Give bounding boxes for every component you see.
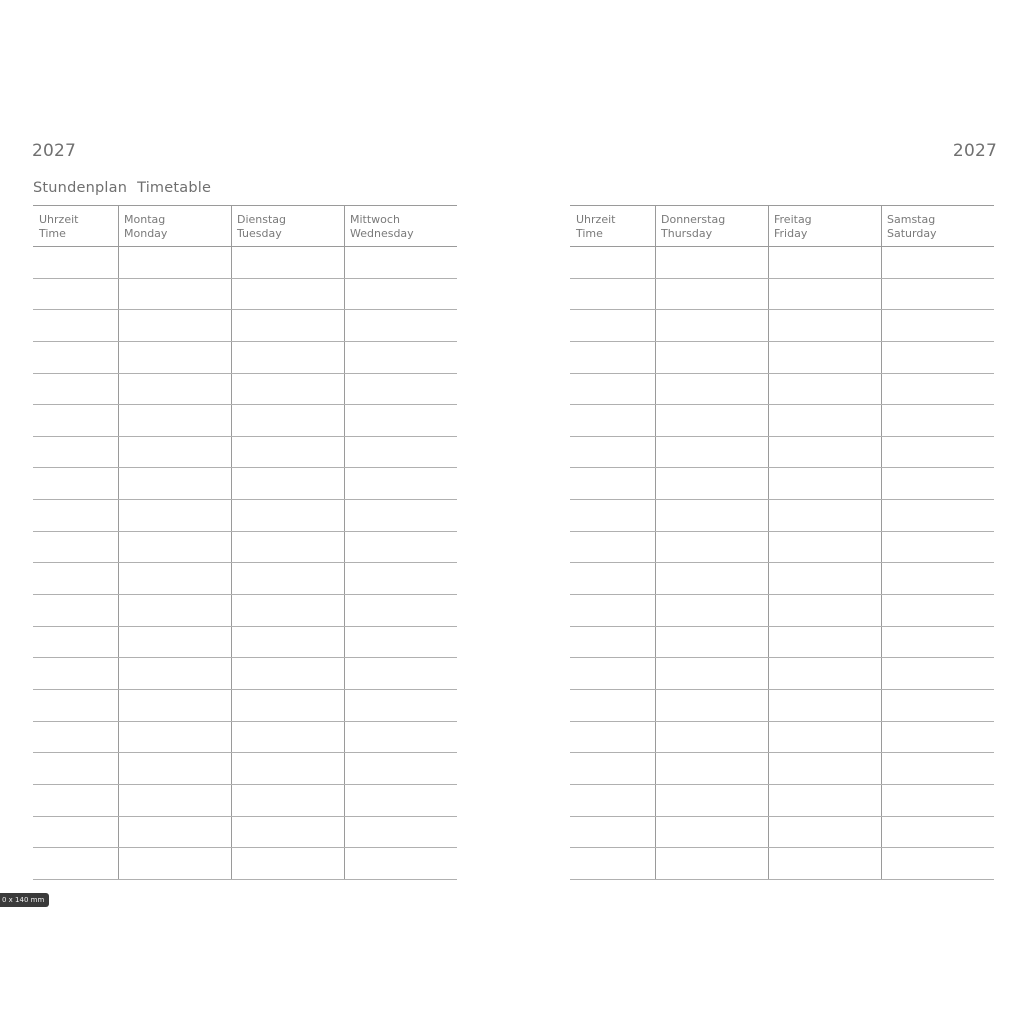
table-row [33, 563, 457, 595]
size-badge: 0 x 140 mm [0, 893, 49, 907]
column-header-wednesday [344, 206, 457, 246]
table-row [570, 627, 994, 659]
table-row [33, 247, 457, 279]
table-row [570, 342, 994, 374]
header-row [570, 206, 994, 247]
table-row [33, 848, 457, 880]
table-row [33, 785, 457, 817]
table-row [570, 785, 994, 817]
header-row [33, 206, 457, 247]
table-row [570, 848, 994, 880]
column-header-de: Donnerstag [661, 213, 726, 226]
table-row [570, 658, 994, 690]
table-row [570, 532, 994, 564]
table-row [570, 500, 994, 532]
column-header-thursday [655, 206, 768, 246]
table-row [33, 532, 457, 564]
column-header-time [33, 206, 118, 246]
column-header-en: Time [576, 227, 603, 240]
table-row [570, 374, 994, 406]
title-english: Timetable [137, 180, 212, 196]
table-row [33, 722, 457, 754]
page-title [33, 180, 211, 196]
column-header-de: Samstag [887, 213, 936, 226]
table-row [33, 437, 457, 469]
table-row [33, 753, 457, 785]
column-header-de: Dienstag [237, 213, 287, 226]
column-header-en: Friday [774, 227, 808, 240]
table-row [570, 437, 994, 469]
table-row [33, 658, 457, 690]
table-row [33, 374, 457, 406]
table-row [570, 595, 994, 627]
title-german: Stundenplan [33, 180, 128, 196]
column-header-en: Time [39, 227, 66, 240]
column-header-en: Monday [124, 227, 168, 240]
column-header-de: Uhrzeit [576, 213, 616, 226]
column-header-monday [118, 206, 231, 246]
timetable-rows [570, 247, 994, 880]
table-row [33, 342, 457, 374]
table-row [33, 279, 457, 311]
table-row [33, 690, 457, 722]
column-header-de: Mittwoch [350, 213, 400, 226]
column-header-time [570, 206, 655, 246]
table-row [570, 817, 994, 849]
timetable-rows [33, 247, 457, 880]
timetable-left [33, 205, 457, 880]
column-header-de: Montag [124, 213, 166, 226]
column-header-en: Saturday [887, 227, 937, 240]
column-header-friday [768, 206, 881, 246]
column-header-saturday [881, 206, 994, 246]
column-header-de: Uhrzeit [39, 213, 79, 226]
table-row [570, 279, 994, 311]
table-row [570, 690, 994, 722]
table-row [33, 627, 457, 659]
table-row [570, 722, 994, 754]
column-header-en: Tuesday [237, 227, 282, 240]
year-right: 2027 [952, 141, 997, 161]
table-row [33, 817, 457, 849]
table-row [570, 468, 994, 500]
column-header-en: Wednesday [350, 227, 414, 240]
table-row [570, 405, 994, 437]
column-header-tuesday [231, 206, 344, 246]
timetable-right [570, 205, 994, 880]
table-row [33, 500, 457, 532]
year-left: 2027 [32, 141, 77, 161]
table-row [570, 247, 994, 279]
table-row [33, 595, 457, 627]
column-header-de: Freitag [774, 213, 812, 226]
table-row [570, 310, 994, 342]
table-row [33, 468, 457, 500]
column-header-en: Thursday [661, 227, 713, 240]
table-row [570, 753, 994, 785]
table-row [570, 563, 994, 595]
table-row [33, 405, 457, 437]
table-row [33, 310, 457, 342]
